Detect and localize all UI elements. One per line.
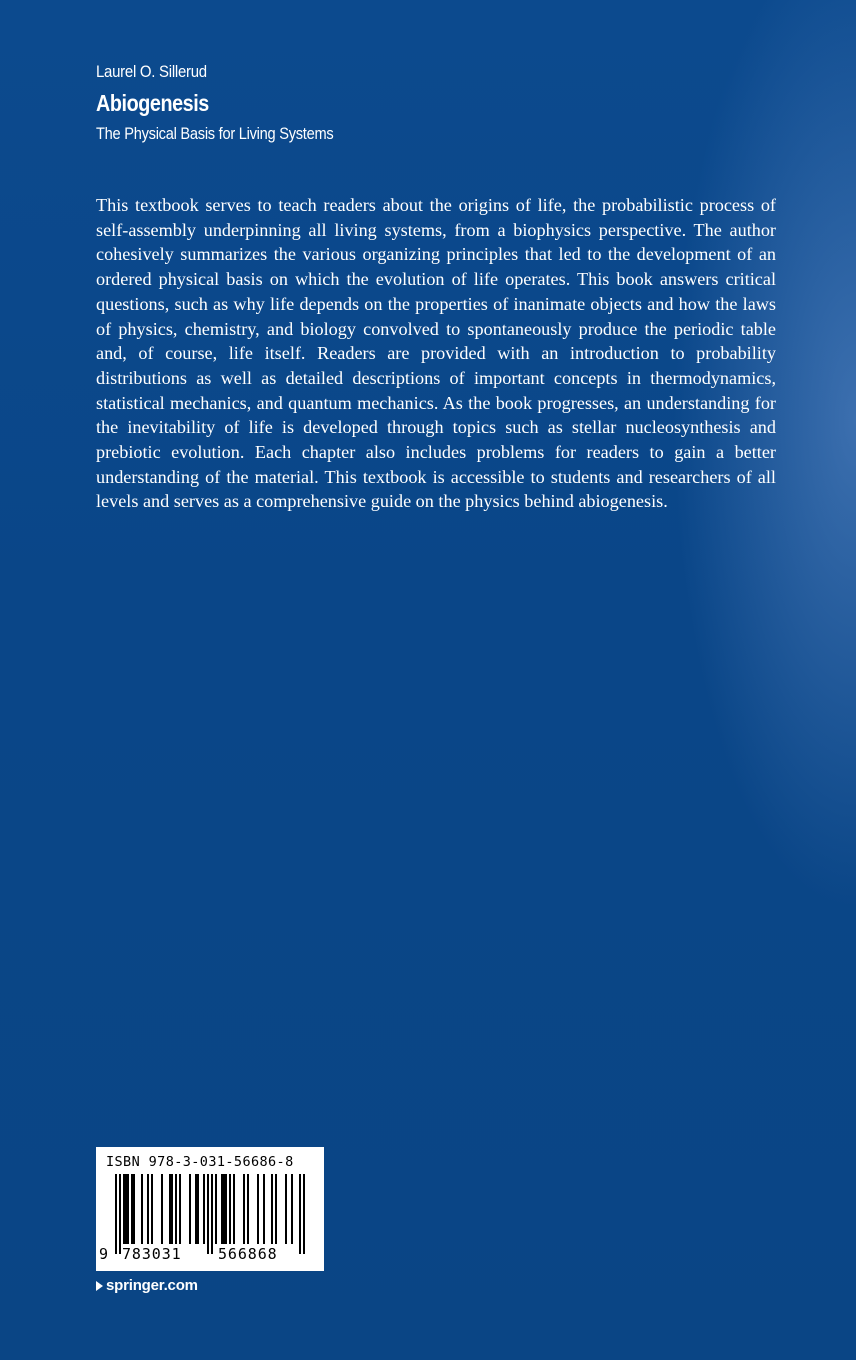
barcode-guard-bar [119,1174,121,1254]
ean-right-digits: 566868 [218,1245,278,1263]
barcode-guard-bar [303,1174,305,1254]
barcode-bar [141,1174,143,1244]
barcode-bar [179,1174,181,1244]
book-subtitle: The Physical Basis for Living Systems [96,124,334,143]
isbn-label: ISBN 978-3-031-56686-8 [106,1154,294,1170]
arrow-right-icon [96,1281,103,1291]
barcode-bar [257,1174,259,1244]
barcode-bar [169,1174,173,1244]
ean-left-digits: 783031 [122,1245,182,1263]
barcode-guard-bar [211,1174,213,1254]
barcode-bar [195,1174,199,1244]
barcode-bar [189,1174,191,1244]
barcode-bar [147,1174,149,1244]
barcode-bar [243,1174,245,1244]
book-title: Abiogenesis [96,90,209,116]
barcode-bar [263,1174,265,1244]
barcode-bar [131,1174,135,1244]
barcode-bar [123,1174,129,1244]
barcode-bar [221,1174,227,1244]
barcode-guard-bar [115,1174,117,1254]
isbn-barcode [96,1147,324,1271]
barcode-bar [271,1174,273,1244]
barcode-guard-bar [207,1174,209,1254]
ean-first-digit: 9 [99,1245,109,1263]
publisher-link[interactable] [96,1277,198,1294]
barcode-bar [229,1174,231,1244]
barcode-bar [215,1174,217,1244]
barcode-bar [275,1174,277,1244]
author-name: Laurel O. Sillerud [96,62,207,81]
barcode-bar [291,1174,293,1244]
barcode-bar [247,1174,249,1244]
publisher-link-text: springer.com [106,1277,198,1294]
barcode-bar [285,1174,287,1244]
barcode-guard-bar [299,1174,301,1254]
barcode-bar [151,1174,153,1244]
barcode-bar [161,1174,163,1244]
barcode-bar [233,1174,235,1244]
barcode-bar [203,1174,205,1244]
book-description: This textbook serves to teach readers about the origins of life, the probabilistic process of self-assembly underpinning all living systems, from a biophysics perspective. The author cohesively summarizes the various organizing principles that led to the development of an ordered physical basis on which the evolution of life operates. This book answers critical questions, such as why life depends on the properties of inanimate objects and how the laws of physics, chemistry, and biology convolved to spontaneously produce the periodic table and, of course, life itself. Readers are provided with an introduction to probability distributions as well as detailed descriptions of important concepts in thermodynamics, statistical mechanics, and quantum mechanics. As the book progresses, an understanding for the inevitability of life is developed through topics such as stellar nucleosynthesis and prebiotic evolution. Each chapter also includes problems for readers to gain a better understanding of the material. This textbook is accessible to students and researchers of all levels and serves as a comprehensive guide on the physics behind abiogenesis. [96,195,776,512]
barcode-bar [175,1174,177,1244]
